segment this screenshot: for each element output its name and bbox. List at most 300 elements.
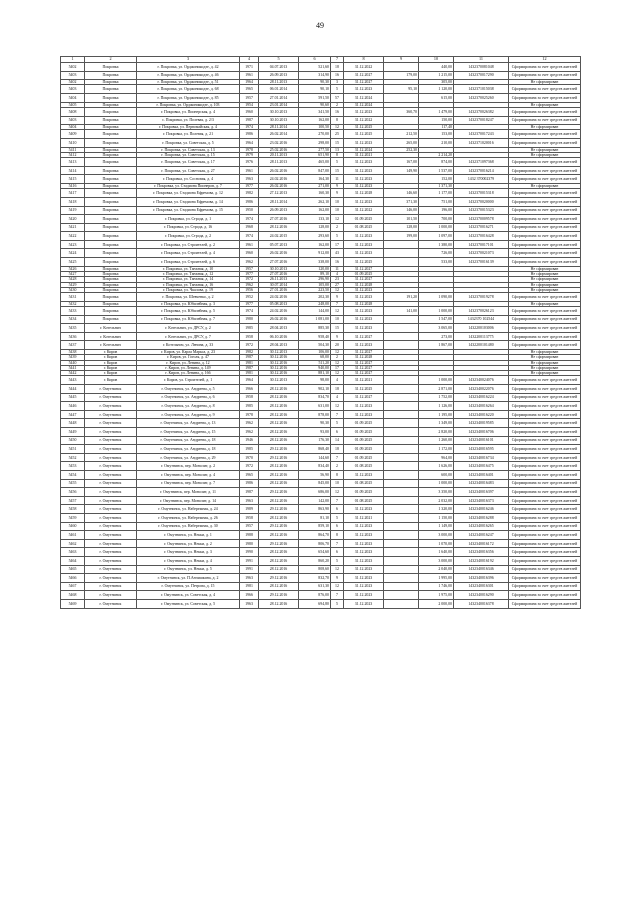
municipality-cell: Покровка — [85, 166, 137, 175]
year-built-cell: 1986 — [240, 479, 259, 488]
municipality-cell: г. Омутнинск — [85, 419, 137, 428]
date-cell: 25.02.2016 — [259, 147, 299, 152]
amount-b-cell: 1 752,00 — [419, 393, 454, 402]
address-cell: г. Омутнинск, ул. Петрова, д. 15 — [137, 582, 240, 591]
area-cell: 277,50 — [299, 147, 331, 152]
address-cell: г. Покровка, ул. Первомайская, д. 4 — [137, 125, 240, 130]
area-cell: 128,00 — [299, 223, 331, 232]
account-number-cell: 1432340016397 — [454, 488, 509, 497]
table-row — [61, 436, 581, 445]
apartments-cell: 18 — [331, 63, 344, 72]
address-cell: г. Котельнич, ул. Ленина, д. 33 — [137, 341, 240, 350]
fund-status-cell: Не сформирован — [509, 147, 581, 152]
amount-a-cell: 179,00 — [384, 71, 419, 80]
deadline-cell: 31.12.2023 — [344, 582, 384, 591]
area-cell: 56,90 — [299, 471, 331, 480]
account-number-cell: 1432340022076 — [454, 385, 509, 394]
fund-status-cell: Сформирована за счет средств жителей — [509, 556, 581, 565]
apartments-cell: 18 — [331, 445, 344, 454]
date-cell: 28.12.2016 — [259, 496, 299, 505]
area-cell: 89,10 — [299, 271, 331, 276]
account-number-cell: 1432340016356 — [454, 548, 509, 557]
address-cell: г. Покровка, ул. Таежная, д. 14 — [137, 277, 240, 282]
date-cell: 30.10.2013 — [259, 266, 299, 271]
row-number-cell: 5410 — [61, 139, 85, 148]
account-number-cell: 1432340016101 — [454, 436, 509, 445]
amount-b-cell: 3 350,00 — [419, 488, 454, 497]
address-cell: г. Покровка, ул. Орджоникидзе, д. 42 — [137, 63, 240, 72]
date-cell: 26.11.2013 — [259, 277, 299, 282]
fund-status-cell: Не сформирован — [509, 355, 581, 360]
account-number-cell: 1432340016378 — [454, 599, 509, 608]
amount-b-cell: 1 371,30 — [419, 184, 454, 189]
deadline-cell: 01.09.2025 — [344, 453, 384, 462]
amount-a-cell: 146,00 — [384, 206, 419, 215]
address-cell: г. Покровка, ул. Юбилейная, д. 5 — [137, 307, 240, 316]
address-cell: г. Омутнинск, ул. Некки, д. 2 — [137, 539, 240, 548]
address-cell: г. Покровка, ул. Шевченко, д. 2 — [137, 293, 240, 302]
row-number-cell: 5403 — [61, 71, 85, 80]
header-cell: 1 — [61, 57, 85, 63]
date-cell: 28.11.2013 — [259, 80, 299, 85]
date-cell: 28.12.2016 — [259, 556, 299, 565]
deadline-cell: 31.12.2027 — [344, 360, 384, 365]
deadline-cell: 31.12.2023 — [344, 531, 384, 540]
row-number-cell: 5409 — [61, 130, 85, 139]
fund-status-cell: Сформирована за счет средств жителей — [509, 166, 581, 175]
table-row — [61, 139, 581, 148]
apartments-cell: 12 — [331, 350, 344, 355]
deadline-cell: 31.12.2023 — [344, 166, 384, 175]
municipality-cell: г. Киров — [85, 376, 137, 385]
year-built-cell: 1991 — [240, 556, 259, 565]
apartments-cell: 17 — [331, 365, 344, 370]
apartments-cell: 23 — [331, 277, 344, 282]
date-cell: 28.12.2016 — [259, 479, 299, 488]
apartments-cell: 7 — [331, 496, 344, 505]
address-cell: г. Покровка, ул. Советская, д. 15 — [137, 152, 240, 157]
year-built-cell: 1987 — [240, 355, 259, 360]
municipality-cell: Покровка — [85, 249, 137, 258]
deadline-cell: 01.09.2025 — [344, 419, 384, 428]
area-cell: 248,00 — [299, 301, 331, 306]
table-row — [61, 453, 581, 462]
account-number-cell: 1432340016172 — [454, 539, 509, 548]
municipality-cell: Покровка — [85, 282, 137, 287]
year-built-cell: 1986 — [240, 197, 259, 206]
apartments-cell: 2 — [331, 355, 344, 360]
year-built-cell: 1966 — [240, 385, 259, 394]
address-cell: г. Омутнинск, пер. Монолит, д. 7 — [137, 479, 240, 488]
area-cell: 806,70 — [299, 539, 331, 548]
amount-a-cell — [384, 249, 419, 258]
amount-a-cell — [384, 436, 419, 445]
amount-a-cell — [384, 591, 419, 600]
amount-b-cell: 1 975,00 — [419, 591, 454, 600]
date-cell: 28.04.2013 — [259, 341, 299, 350]
year-built-cell: 1977 — [240, 301, 259, 306]
date-cell: 30.12.2016 — [259, 365, 299, 370]
row-number-cell: 5402 — [61, 80, 85, 85]
area-cell: 98,00 — [299, 376, 331, 385]
date-cell: 30.10.2013 — [259, 107, 299, 116]
fund-status-cell: Не сформирован — [509, 282, 581, 287]
municipality-cell: г. Киров — [85, 350, 137, 355]
apartments-cell: 9 — [331, 189, 344, 198]
date-cell: 26.02.2016 — [259, 184, 299, 189]
amount-b-cell: 2 820,00 — [419, 428, 454, 437]
address-cell: г. Омутнинск, ул. Набережная, д. 30 — [137, 522, 240, 531]
date-cell: 28.11.2014 — [259, 197, 299, 206]
fund-status-cell: Сформирована за счет средств жителей — [509, 315, 581, 324]
apartments-cell: 7 — [331, 301, 344, 306]
amount-b-cell: 1 479,00 — [419, 107, 454, 116]
year-built-cell: 1960 — [240, 249, 259, 258]
amount-b-cell: 1 867,00 — [419, 341, 454, 350]
municipality-cell: Покровка — [85, 184, 137, 189]
fund-status-cell: Не сформирован — [509, 102, 581, 107]
fund-status-cell: Сформирована за счет средств жителей — [509, 428, 581, 437]
date-cell: 26.02.2016 — [259, 249, 299, 258]
table-row — [61, 582, 581, 591]
date-cell: 30.12.2016 — [259, 355, 299, 360]
municipality-cell: г. Омутнинск — [85, 565, 137, 574]
fund-status-cell: Сформирована за счет средств жителей — [509, 324, 581, 333]
area-cell: 162,00 — [299, 116, 331, 125]
amount-a-cell — [384, 548, 419, 557]
amount-b-cell: 153,00 — [419, 130, 454, 139]
apartments-cell: 10 — [331, 197, 344, 206]
fund-status-cell: Сформирована за счет средств жителей — [509, 539, 581, 548]
amount-a-cell — [384, 332, 419, 341]
area-cell: 90,30 — [299, 419, 331, 428]
amount-b-cell: 2 871,00 — [419, 385, 454, 394]
amount-b-cell: 1 177,00 — [419, 189, 454, 198]
row-number-cell: 5469 — [61, 599, 85, 608]
area-cell: 885,30 — [299, 324, 331, 333]
date-cell: 29.12.2016 — [259, 505, 299, 514]
apartments-cell: 14 — [331, 436, 344, 445]
amount-a-cell — [384, 513, 419, 522]
row-number-cell: 5421 — [61, 223, 85, 232]
address-cell: г. Омутнинск, пер. Монолит, д. 14 — [137, 496, 240, 505]
deadline-cell: 31.12.2023 — [344, 539, 384, 548]
area-cell: 341,50 — [299, 107, 331, 116]
apartments-cell: 8 — [331, 531, 344, 540]
apartments-cell: 6 — [331, 428, 344, 437]
fund-status-cell: Сформирована за счет средств жителей — [509, 419, 581, 428]
row-number-cell: 5405 — [61, 102, 85, 107]
year-built-cell: 1958 — [240, 513, 259, 522]
amount-b-cell: 533,00 — [419, 258, 454, 267]
amount-a-cell: 199,00 — [384, 232, 419, 241]
year-built-cell: 1956 — [240, 287, 259, 292]
table-row — [61, 599, 581, 608]
municipality-cell: г. Омутнинск — [85, 445, 137, 454]
date-cell: 28.12.2016 — [259, 410, 299, 419]
amount-b-cell: 1 172,00 — [419, 445, 454, 454]
account-number-cell: 1432340016396 — [454, 574, 509, 583]
table-row — [61, 393, 581, 402]
deadline-cell: 31.12.2023 — [344, 184, 384, 189]
amount-b-cell: 2 000,00 — [419, 599, 454, 608]
area-cell: 864,70 — [299, 531, 331, 540]
row-number-cell: 5438 — [61, 350, 85, 355]
municipality-cell: г. Омутнинск — [85, 582, 137, 591]
date-cell: 28.11.2013 — [259, 158, 299, 167]
amount-b-cell: 1 746,00 — [419, 582, 454, 591]
fund-status-cell: Сформирована за счет средств жителей — [509, 232, 581, 241]
fund-status-cell: Сформирована за счет средств жителей — [509, 249, 581, 258]
fund-status-cell: Сформирована за счет средств жителей — [509, 410, 581, 419]
deadline-cell: 31.12.2023 — [344, 249, 384, 258]
apartments-cell: 27 — [331, 282, 344, 287]
apartments-cell: 12 — [331, 402, 344, 411]
area-cell: 314,90 — [299, 71, 331, 80]
fund-status-cell: Сформирована за счет средств жителей — [509, 531, 581, 540]
amount-a-cell — [384, 471, 419, 480]
date-cell: 26.02.2014 — [259, 130, 299, 139]
apartments-cell: 18 — [331, 385, 344, 394]
table-row — [61, 565, 581, 574]
apartments-cell: 5 — [331, 419, 344, 428]
amount-b-cell: 1 626,00 — [419, 462, 454, 471]
area-cell: 859,10 — [299, 522, 331, 531]
amount-a-cell: 95,10 — [384, 85, 419, 94]
deadline-cell: 31.12.2027 — [344, 393, 384, 402]
area-cell: 694,80 — [299, 599, 331, 608]
table-row — [61, 332, 581, 341]
area-cell: 860,20 — [299, 556, 331, 565]
date-cell: 29.12.2016 — [259, 522, 299, 531]
deadline-cell: 31.12.2025 — [344, 258, 384, 267]
area-cell: 876,00 — [299, 591, 331, 600]
amount-a-cell: 371,30 — [384, 197, 419, 206]
deadline-cell: 31.12.2023 — [344, 107, 384, 116]
amount-b-cell: 1 000,00 — [419, 376, 454, 385]
account-number-cell: 1432370 102544 — [454, 315, 509, 324]
area-cell: 93,00 — [299, 428, 331, 437]
amount-a-cell — [384, 599, 419, 608]
row-number-cell: 5446 — [61, 402, 85, 411]
deadline-cell: 31.12.2027 — [344, 371, 384, 376]
date-cell: 29.12.2016 — [259, 574, 299, 583]
amount-b-cell: 1 995,00 — [419, 574, 454, 583]
address-cell: г. Омутнинск, ул. Андреева, д. 15 — [137, 428, 240, 437]
area-cell: 270,00 — [299, 130, 331, 139]
amount-b-cell: 2 214,20 — [419, 152, 454, 157]
amount-b-cell: 1 260,00 — [419, 436, 454, 445]
date-cell: 28.12.2016 — [259, 582, 299, 591]
row-number-cell: 5427 — [61, 271, 85, 276]
year-built-cell: 1964 — [240, 139, 259, 148]
year-built-cell: 1965 — [240, 85, 259, 94]
address-cell: г. Омутнинск, ул. Андреева, д. 6 — [137, 393, 240, 402]
fund-status-cell: Сформирована за счет средств жителей — [509, 513, 581, 522]
apartments-cell: 12 — [331, 360, 344, 365]
address-cell: г. Омутнинск, ул. Андреева, д. 18 — [137, 436, 240, 445]
year-built-cell: 1962 — [240, 428, 259, 437]
apartments-cell: 4 — [331, 393, 344, 402]
date-cell: 27.12.2013 — [259, 189, 299, 198]
row-number-cell: 5408 — [61, 107, 85, 116]
address-cell: г. Покровка, ул. Строда, д. 1 — [137, 215, 240, 224]
row-number-cell: 5425 — [61, 258, 85, 267]
year-built-cell: 1978 — [240, 147, 259, 152]
deadline-cell: 01.08.2025 — [344, 496, 384, 505]
date-cell: 05.07.2013 — [259, 240, 299, 249]
account-number-cell: 1432340016247 — [454, 531, 509, 540]
date-cell: 24.02.2015 — [259, 232, 299, 241]
row-number-cell: 5445 — [61, 393, 85, 402]
municipality-cell: г. Омутнинск — [85, 599, 137, 608]
date-cell: 26.09.2013 — [259, 206, 299, 215]
table-row — [61, 324, 581, 333]
amount-a-cell — [384, 505, 419, 514]
year-built-cell: 1991 — [240, 565, 259, 574]
fund-status-cell: Сформирована за счет средств жителей — [509, 505, 581, 514]
account-number-cell: 1432370026382 — [454, 107, 509, 116]
deadline-cell: 31.12.2025 — [344, 385, 384, 394]
deadline-cell: 31.12.2023 — [344, 324, 384, 333]
fund-status-cell: Не сформирован — [509, 277, 581, 282]
amount-b-cell: 2 032,00 — [419, 496, 454, 505]
address-cell: г. Покровка, ул. Стадиона Ефремова, д. 15 — [137, 206, 240, 215]
amount-b-cell: 152,00 — [419, 175, 454, 184]
year-built-cell: 1977 — [240, 271, 259, 276]
header-cell: 5 — [259, 57, 299, 63]
date-cell: 20.11.2013 — [259, 152, 299, 157]
row-number-cell: 5424 — [61, 249, 85, 258]
amount-b-cell: 1 320,00 — [419, 505, 454, 514]
row-number-cell: 5450 — [61, 436, 85, 445]
apartments-cell: 8 — [331, 152, 344, 157]
year-built-cell: 1974 — [240, 125, 259, 130]
municipality-cell: г. Омутнинск — [85, 548, 137, 557]
municipality-cell: г. Омутнинск — [85, 531, 137, 540]
deadline-cell: 01.09.2025 — [344, 436, 384, 445]
account-number-cell: 1432340016288 — [454, 513, 509, 522]
area-cell: 90,60 — [299, 102, 331, 107]
address-cell: г. Покровка, ул. Строда, д. 16 — [137, 223, 240, 232]
deadline-cell: 01.08.2025 — [344, 479, 384, 488]
municipality-cell: г. Омутнинск — [85, 522, 137, 531]
header-cell: 11 — [454, 57, 509, 63]
apartments-cell: 25 — [331, 130, 344, 139]
table-row — [61, 522, 581, 531]
header-cell: 3 — [137, 57, 240, 63]
account-number-cell: 1432340016475 — [454, 462, 509, 471]
account-number-cell: 1432340016265 — [454, 522, 509, 531]
account-number-cell: 1432340016706 — [454, 428, 509, 437]
municipality-cell: г. Киров — [85, 365, 137, 370]
deadline-cell: 31.12.2023 — [344, 307, 384, 316]
deadline-cell: 31.12.2027 — [344, 80, 384, 85]
area-cell: 296,90 — [299, 277, 331, 282]
municipality-cell: Покровка — [85, 158, 137, 167]
account-number-cell: 1432340016734 — [454, 453, 509, 462]
amount-b-cell: 751,00 — [419, 197, 454, 206]
date-cell: 29.12.2016 — [259, 488, 299, 497]
address-cell: г. Омутнинск, ул. Некки, д. 3 — [137, 548, 240, 557]
row-number-cell: 5422 — [61, 232, 85, 241]
municipality-cell: Покровка — [85, 287, 137, 292]
address-cell: г. Покровка, ул. Таежная, д. 10 — [137, 266, 240, 271]
apartments-cell: 2 — [331, 462, 344, 471]
account-number-cell: 1432340016264 — [454, 402, 509, 411]
date-cell: 27.07.2016 — [259, 215, 299, 224]
date-cell: 27.07.2016 — [259, 258, 299, 267]
amount-a-cell — [384, 175, 419, 184]
area-cell: 881,10 — [299, 371, 331, 376]
fund-status-cell: Сформирована за счет средств жителей — [509, 445, 581, 454]
amount-a-cell — [384, 582, 419, 591]
deadline-cell: 01.09.2025 — [344, 215, 384, 224]
address-cell: г. Омутнинск, пер. Монолит, д. 4 — [137, 471, 240, 480]
year-built-cell: 1987 — [240, 116, 259, 125]
address-cell: г. Покровка, ул. Советская, д. 27 — [137, 166, 240, 175]
table-row — [61, 206, 581, 215]
year-built-cell: 1957 — [240, 522, 259, 531]
date-cell: 27.07.2016 — [259, 271, 299, 276]
year-built-cell: 1963 — [240, 496, 259, 505]
year-built-cell: 1961 — [240, 240, 259, 249]
amount-b-cell: 1 149,00 — [419, 522, 454, 531]
account-number-cell: 1432370020000 — [454, 197, 509, 206]
municipality-cell: г. Омутнинск — [85, 539, 137, 548]
fund-status-cell: Не сформирован — [509, 371, 581, 376]
apartments-cell: 6 — [331, 548, 344, 557]
amount-b-cell: 1 000,00 — [419, 479, 454, 488]
apartments-cell: 10 — [331, 315, 344, 324]
year-built-cell: 1982 — [240, 350, 259, 355]
fund-status-cell: Сформирована за счет средств жителей — [509, 293, 581, 302]
municipality-cell: г. Киров — [85, 360, 137, 365]
row-number-cell: 5413 — [61, 158, 85, 167]
deadline-cell: 31.12.2027 — [344, 365, 384, 370]
year-built-cell: 1988 — [240, 531, 259, 540]
table-row — [61, 232, 581, 241]
area-cell: 162,00 — [299, 240, 331, 249]
deadline-cell: 31.12.2023 — [344, 232, 384, 241]
address-cell: г. Омутнинск, ул. Советская, д. 4 — [137, 591, 240, 600]
table-row — [61, 496, 581, 505]
row-number-cell: 5428 — [61, 277, 85, 282]
deadline-cell: 01.08.2025 — [344, 223, 384, 232]
deadline-cell: 31.12.2023 — [344, 402, 384, 411]
deadline-cell: 31.12.2023 — [344, 293, 384, 302]
deadline-cell: 31.12.2028 — [344, 189, 384, 198]
amount-b-cell: 3 000,00 — [419, 531, 454, 540]
area-cell: 133,10 — [299, 215, 331, 224]
apartments-cell: 20 — [331, 341, 344, 350]
address-cell: г. Омутнинск, ул. Набережная, д. 24 — [137, 505, 240, 514]
deadline-cell: 31.12.2023 — [344, 287, 384, 292]
account-number-cell: 1432 370002379 — [454, 175, 509, 184]
year-built-cell: 1962 — [240, 258, 259, 267]
address-cell: г. Покровка, ул. Строителей, д. 4 — [137, 249, 240, 258]
area-cell: 68,00 — [299, 355, 331, 360]
fund-status-cell: Сформирована за счет средств жителей — [509, 496, 581, 505]
address-cell: г. Покровка, ул. Юбилейная, д. 3 — [137, 301, 240, 306]
fund-status-cell: Сформирована за счет средств жителей — [509, 85, 581, 94]
year-built-cell: 1950 — [240, 206, 259, 215]
municipality-cell: г. Котельнич — [85, 332, 137, 341]
deadline-cell: 01.09.2025 — [344, 428, 384, 437]
fund-status-cell: Сформирована за счет средств жителей — [509, 471, 581, 480]
deadline-cell: 31.12.2028 — [344, 301, 384, 306]
address-cell: г. Киров, ул. Гоголя, д. 47 — [137, 355, 240, 360]
